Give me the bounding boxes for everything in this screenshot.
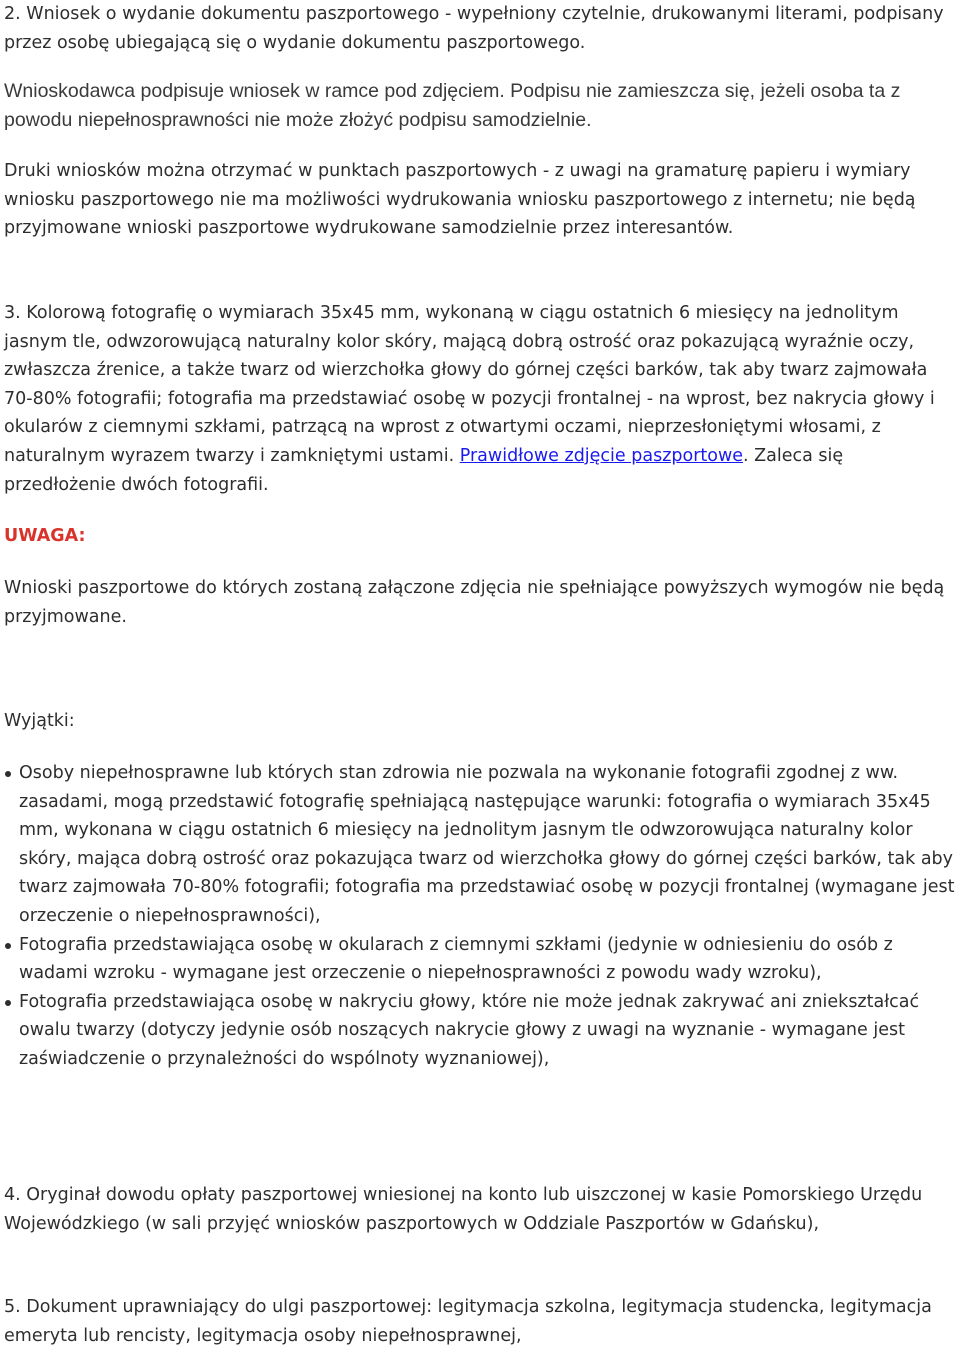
exceptions-heading: Wyjątki:: [4, 711, 75, 731]
list-item: Osoby niepełnosprawne lub których stan zdrowia nie pozwala na wykonanie fotografii zgodnej z ww. zasadami, mogą przedstawić fotografię spełniającą następujące warunki: fotografia o wymiarach 35x45 mm, wykonana w ciągu ostatnich 6 miesięcy na jednolitym jasnym tle odwzorowująca naturalny kolor skóry, mająca dobrą ostrość oraz pokazująca twarz od wierzchołka głowy do górnej części barków, tak aby twarz zajmowała 70-80% fotografii; fotografia ma przedstawiać osobę w pozycji frontalnej (wymagane jest orzeczenie o niepełnosprawności),: [19, 759, 958, 931]
warning-label: UWAGA:: [4, 526, 86, 546]
list-item: Fotografia przedstawiająca osobę w nakryciu głowy, które nie może jednak zakrywać ani zniekształcać owalu twarzy (dotyczy jedynie osób noszących nakrycie głowy z uwagi na wyznanie - wymagane jest zaświadczenie o przynależności do wspólnoty wyznaniowej),: [19, 988, 958, 1074]
exceptions-list-container: [4, 759, 958, 1074]
item-5-paragraph: 5. Dokument uprawniający do ulgi paszportowej: legitymacja szkolna, legitymacja studencka, legitymacja emeryta lub rencisty, legitymacja osoby niepełnosprawnej,: [4, 1297, 932, 1346]
item-3-text: 3. Kolorową fotografię o wymiarach 35x45 mm, wykonaną w ciągu ostatnich 6 miesięcy na jednolitym jasnym tle, odwzorowującą naturalny kolor skóry, mającą dobrą ostrość oraz pokazującą wyraźnie oczy, zwłaszcza źrenice, a także twarz od wierzchołka głowy do górnej części barków, tak aby twarz zajmowała 70-80% fotografii; fotografia ma przedstawiać osobę w pozycji frontalnej - na wprost, bez nakrycia głowy i okularów z ciemnymi szkłami, patrzącą na wprost z otwartymi oczami, nieprzesłoniętymi włosami, z naturalnym wyrazem twarzy i zamkniętymi ustami.: [4, 303, 935, 466]
item-4-paragraph: 4. Oryginał dowodu opłaty paszportowej wniesionej na konto lub uiszczonej w kasie Pomorskiego Urzędu Wojewódzkiego (w sali przyjęć wniosków paszportowych w Oddziale Paszportów w Gdańsku),: [4, 1185, 923, 1234]
signature-note-paragraph: Wnioskodawca podpisuje wniosek w ramce pod zdjęciem. Podpisu nie zamieszcza się, jeżeli osoba ta z powodu niepełnosprawności nie może złożyć podpisu samodzielnie.: [4, 80, 901, 131]
warning-paragraph: Wnioski paszportowe do których zostaną załączone zdjęcia nie spełniające powyższych wymogów nie będą przyjmowane.: [4, 578, 945, 627]
forms-note-paragraph: Druki wniosków można otrzymać w punktach paszportowych - z uwagi na gramaturę papieru i wymiary wniosku paszportowego nie ma możliwości wydrukowania wniosku paszportowego z internetu; nie będą przyjmowane wnioski paszportowe wydrukowane samodzielnie przez interesantów.: [4, 161, 916, 239]
passport-photo-link[interactable]: Prawidłowe zdjęcie paszportowe: [459, 445, 744, 466]
item-2-paragraph: 2. Wniosek o wydanie dokumentu paszportowego - wypełniony czytelnie, drukowanymi literami, podpisany przez osobę ubiegającą się o wydanie dokumentu paszportowego.: [4, 4, 944, 53]
item-3-paragraph: [4, 299, 958, 499]
item-3-after-link-text: . Zaleca się przedłożenie dwóch fotografii.: [4, 445, 844, 495]
exceptions-list: [4, 759, 958, 1074]
list-item: Fotografia przedstawiająca osobę w okularach z ciemnymi szkłami (jedynie w odniesieniu do osób z wadami wzroku - wymagane jest orzeczenie o niepełnosprawności z powodu wady wzroku),: [19, 931, 958, 988]
